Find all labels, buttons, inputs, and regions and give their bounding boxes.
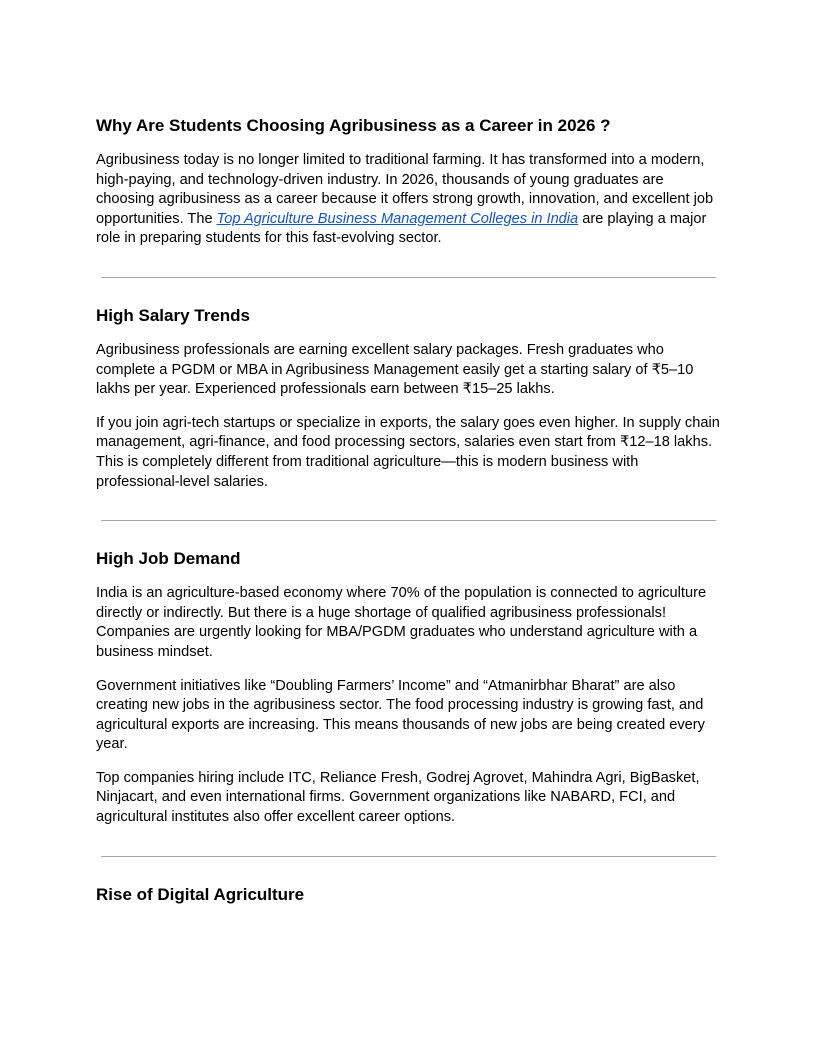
body-paragraph: India is an agriculture-based economy where 70% of the population is connected to agriculture directly or indirectly. But there is a huge shortage of qualified agribusiness professionals! Companies are urgently looking for MBA/PGDM graduates who understand agriculture with a business mindset.: [96, 585, 707, 660]
section-career-2026: [96, 115, 720, 249]
body-paragraph: Government initiatives like “Doubling Farmers’ Income” and “Atmanirbhar Bharat” are also creating new jobs in the agribusiness sector. The food processing industry is growing fast, and agricultural exports are increasing. This means thousands of new jobs are being created every year.: [96, 677, 705, 753]
horizontal-divider: [101, 856, 716, 857]
document-page: [96, 115, 720, 906]
horizontal-divider: [101, 520, 716, 521]
colleges-link[interactable]: Top Agriculture Business Management Colleges in India: [216, 210, 579, 227]
section-high-job-demand: [96, 548, 720, 828]
paragraph-text: are playing a major role in preparing students for this fast-evolving sector.: [96, 210, 707, 247]
section-heading: Why Are Students Choosing Agribusiness as a Career in 2026 ?: [96, 116, 611, 135]
section-heading: High Job Demand: [96, 549, 241, 569]
section-digital-agriculture: [96, 884, 720, 906]
paragraph-text: Agribusiness today is no longer limited to traditional farming. It has transformed into a modern, high-paying, and technology-driven industry. In 2026, thousands of young graduates are choosing agribusiness as a career because it offers strong growth, innovation, and excellent job opportunities. The: [96, 152, 714, 227]
section-heading: Rise of Digital Agriculture: [96, 884, 305, 904]
body-paragraph: Top companies hiring include ITC, Reliance Fresh, Godrej Agrovet, Mahindra Agri, BigBasket, Ninjacart, and even international firms. Government organizations like NABARD, FCI, and agricultural institutes also offer excellent career options.: [96, 769, 700, 826]
section-heading: High Salary Trends: [96, 305, 250, 325]
intro-paragraph: [96, 151, 720, 249]
horizontal-divider: [101, 277, 716, 278]
body-paragraph: If you join agri-tech startups or specialize in exports, the salary goes even higher. In supply chain management, agri-finance, and food processing sectors, salaries even start from ₹12–18 lakhs. This is completely different from traditional agriculture—this is modern business with professional-level salaries.: [96, 414, 720, 490]
section-high-salary-trends: [96, 305, 720, 492]
body-paragraph: Agribusiness professionals are earning excellent salary packages. Fresh graduates who complete a PGDM or MBA in Agribusiness Management easily get a starting salary of ₹5–10 lakhs per year. Experienced professionals earn between ₹15–25 lakhs.: [96, 341, 694, 398]
